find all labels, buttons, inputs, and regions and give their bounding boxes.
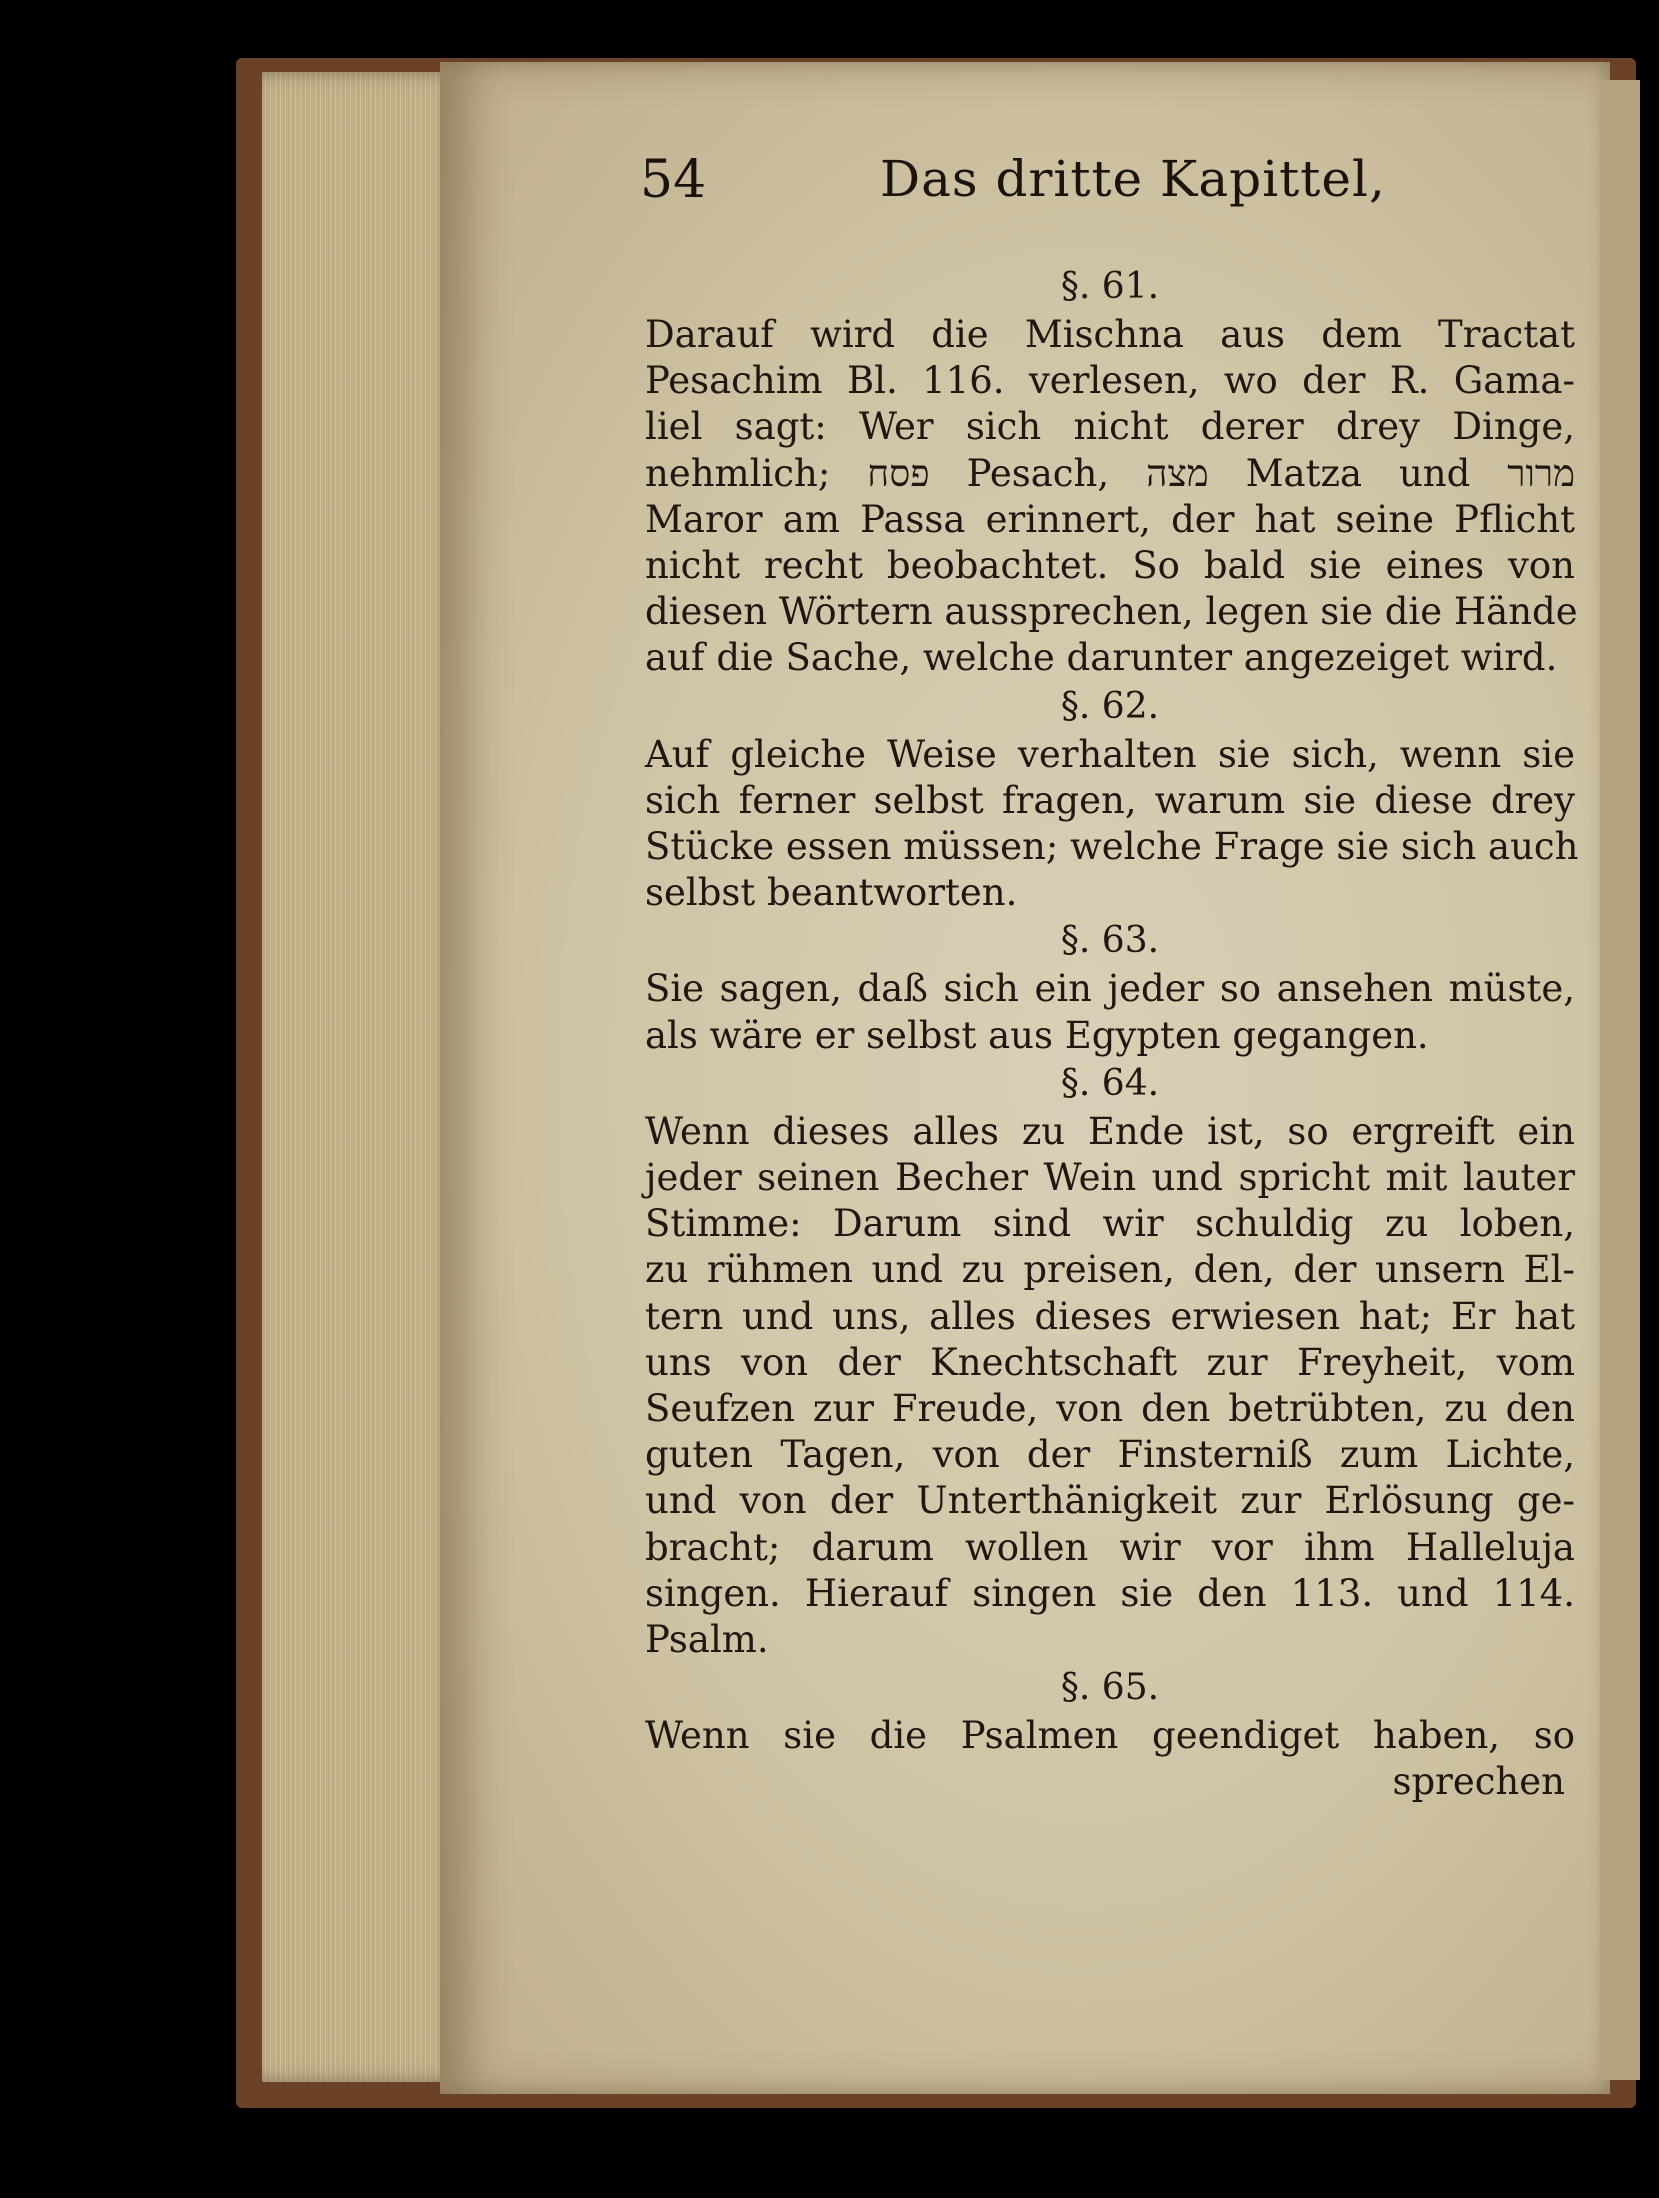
section-64 [645,1061,1575,1663]
text-line: auf die Sache, welche darunter angezeiget wird. [645,636,1558,680]
text-line: Pesachim Bl. 116. verlesen, wo der R. Gama- [645,359,1575,403]
catchword: sprechen [1392,1760,1565,1804]
text-line: Maror am Passa erinnert, der hat seine Pflicht [645,497,1575,541]
paragraph [645,732,1579,917]
section-62 [645,684,1579,917]
section-number: §. 65. [1060,1667,1160,1709]
section-61 [645,264,1578,682]
page-edges [262,72,462,2082]
text-line: Psalm. [645,1618,769,1662]
section-63 [645,918,1575,1058]
section-number: §. 62. [1060,685,1160,727]
text-line: sich ferner selbst fragen, warum sie diese drey [645,778,1575,822]
text-line: jeder seinen Becher Wein und spricht mit lauter [645,1156,1575,1200]
text-line: bracht; darum wollen wir vor ihm Halleluja [645,1525,1575,1569]
text-line: Stücke essen müssen; welche Frage sie sich auch [645,825,1579,869]
text-line: Seufzen zur Freude, von den betrübten, zu den [645,1387,1575,1431]
text-line: nicht recht beobachtet. So bald sie eines von [645,544,1575,588]
adjacent-page-edge [1600,80,1640,2080]
text-line: guten Tagen, von der Finsterniß zum Lichte, [645,1433,1575,1477]
paragraph [645,1713,1575,1759]
text-line: uns von der Knechtschaft zur Freyheit, vom [645,1340,1575,1384]
text-line: Stimme: Darum sind wir schuldig zu loben, [645,1202,1575,1246]
text-line: Wenn dieses alles zu Ende ist, so ergreift ein [645,1109,1575,1153]
text-line: und von der Unterthänigkeit zur Erlösung ge- [645,1479,1575,1523]
section-number: §. 64. [1060,1062,1160,1104]
text-line: diesen Wörtern aussprechen, legen sie die Hände [645,590,1578,634]
paragraph [645,312,1578,682]
text-line: liel sagt: Wer sich nicht derer drey Dinge, [645,405,1575,449]
page-header [640,150,1640,230]
text-line: Wenn sie die Psalmen geendiget haben, so [645,1714,1575,1758]
text-line: Auf gleiche Weise verhalten sie sich, wenn sie [645,732,1575,776]
text-line: tern und uns, alles dieses erwiesen hat; Er hat [645,1294,1575,1338]
text-line: als wäre er selbst aus Egypten gegangen. [645,1013,1429,1057]
paragraph [645,1109,1575,1663]
text-line: nehmlich; פסח Pesach, מצה Matza und מרור [645,451,1576,495]
page-body [645,262,1579,1806]
section-65 [645,1665,1575,1759]
paragraph [645,966,1575,1058]
text-line: zu rühmen und zu preisen, den, der unsern El- [645,1248,1575,1292]
text-line: Darauf wird die Mischna aus dem Tractat [645,313,1575,356]
text-line: singen. Hierauf singen sie den 113. und 114. [645,1571,1575,1615]
text-line: Sie sagen, daß sich ein jeder so ansehen müste, [645,967,1575,1011]
page-number: 54 [640,150,707,210]
section-number: §. 61. [1060,266,1160,307]
text-line: selbst beantworten. [645,871,1018,915]
section-number: §. 63. [1060,920,1160,962]
running-head: Das dritte Kapittel, [880,150,1386,208]
